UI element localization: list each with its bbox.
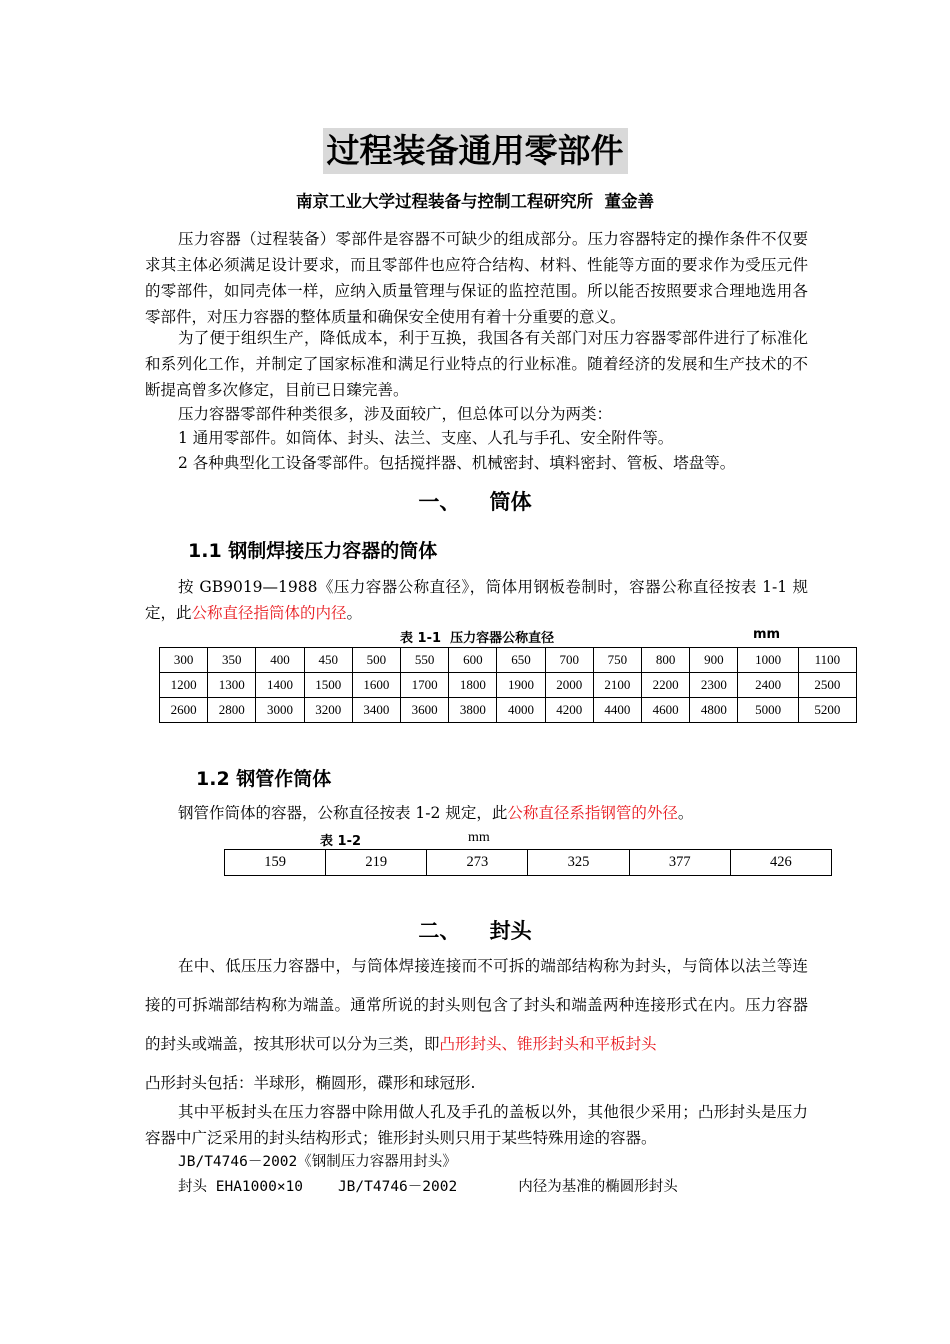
table-cell: 800 — [642, 648, 690, 673]
table-cell: 750 — [593, 648, 641, 673]
list-item-2: 2 各种典型化工设备零部件。包括搅拌器、机械密封、填料密封、管板、塔盘等。 — [178, 454, 736, 472]
table-cell: 600 — [449, 648, 497, 673]
section-heading-2: 二、 封头 — [418, 919, 532, 943]
table-cell: 700 — [545, 648, 593, 673]
table-cell: 1000 — [738, 648, 798, 673]
table-1-2-caption: 表 1-2 — [320, 834, 362, 849]
table-cell: 3200 — [304, 698, 352, 723]
table-cell: 1100 — [798, 648, 856, 673]
table-cell: 159 — [225, 850, 326, 876]
table-cell: 1500 — [304, 673, 352, 698]
table-row — [225, 850, 832, 876]
table-cell: 2600 — [160, 698, 208, 723]
table-cell: 377 — [629, 850, 730, 876]
table-cell: 1800 — [449, 673, 497, 698]
table-cell: 3800 — [449, 698, 497, 723]
table-cell: 4600 — [642, 698, 690, 723]
list-item-1: 1 通用零部件。如筒体、封头、法兰、支座、人孔与手孔、安全附件等。 — [178, 429, 674, 447]
subsection-heading-1-1: 1.1 钢制焊接压力容器的筒体 — [188, 540, 438, 562]
table-cell: 2400 — [738, 673, 798, 698]
table-cell: 5000 — [738, 698, 798, 723]
intro-paragraph-3: 压力容器零部件种类很多，涉及面较广，但总体可以分为两类： — [178, 405, 613, 423]
table-cell: 4000 — [497, 698, 545, 723]
table-1-1 — [159, 647, 857, 723]
table-cell: 273 — [427, 850, 528, 876]
author-line: 南京工业大学过程装备与控制工程研究所 董金善 — [296, 192, 654, 211]
table-cell: 4800 — [690, 698, 738, 723]
table-cell: 550 — [401, 648, 449, 673]
standard-reference: JB/T4746－2002《钢制压力容器用封头》 — [178, 1154, 457, 1170]
table-1-1-caption: 表 1-1 压力容器公称直径 — [400, 631, 555, 646]
subsection-1-1-text: 按 GB9019—1988《压力容器公称直径》，筒体用钢板卷制时，容器公称直径按表 1-1 规定，此公称直径指筒体的内径。 — [145, 578, 808, 622]
table-cell: 2100 — [593, 673, 641, 698]
table-1-1-unit: mm — [753, 627, 781, 642]
head-designation-example: 封头 EHA1000×10 JB/T4746－2002 内径为基准的椭圆形封头 — [178, 1179, 678, 1195]
table-cell: 900 — [690, 648, 738, 673]
table-cell: 3400 — [352, 698, 400, 723]
section-heading-1: 一、 筒体 — [418, 490, 532, 514]
table-cell: 1400 — [256, 673, 304, 698]
table-1-2 — [224, 849, 832, 876]
intro-paragraph-2: 为了便于组织生产，降低成本，利于互换，我国各有关部门对压力容器零部件进行了标准化和系列化工作，并制定了国家标准和满足行业特点的行业标准。随着经济的发展和生产技术的不断提高曾多次修定，目前已日臻完善。 — [145, 329, 808, 399]
intro-paragraph-1: 压力容器（过程装备）零部件是容器不可缺少的组成部分。压力容器特定的操作条件不仅要求其主体必须满足设计要求，而且零部件也应符合结构、材料、性能等方面的要求作为受压元件的零部件，如同壳体一样，应纳入质量管理与保证的监控范围。所以能否按照要求合理地选用各零部件，对压力容器的整体质量和确保安全使用有着十分重要的意义。 — [145, 230, 808, 326]
table-cell: 1200 — [160, 673, 208, 698]
document-title: 过程装备通用零部件 — [0, 128, 950, 174]
table-cell: 350 — [208, 648, 256, 673]
table-cell: 325 — [528, 850, 629, 876]
table-cell: 650 — [497, 648, 545, 673]
table-cell: 426 — [730, 850, 831, 876]
table-cell: 2800 — [208, 698, 256, 723]
table-cell: 4400 — [593, 698, 641, 723]
table-cell: 2300 — [690, 673, 738, 698]
subsection-heading-1-2: 1.2 钢管作筒体 — [196, 768, 332, 790]
table-cell: 450 — [304, 648, 352, 673]
table-cell: 500 — [352, 648, 400, 673]
table-cell: 3600 — [401, 698, 449, 723]
table-cell: 1600 — [352, 673, 400, 698]
table-1-2-unit: mm — [468, 830, 490, 845]
table-cell: 300 — [160, 648, 208, 673]
section-2-paragraph-1: 在中、低压压力容器中，与筒体焊接连接而不可拆的端部结构称为封头，与筒体以法兰等连接的可拆端部结构称为端盖。通常所说的封头则包含了封头和端盖两种连接形式在内。压力容器的封头或端盖，按其形状可以分为三类，即凸形封头、锥形封头和平板封头 凸形封头包括：半球形，椭圆形，碟形和球冠形. — [145, 957, 808, 1092]
table-row — [160, 673, 857, 698]
highlight-text: 公称直径系指钢管的外径 — [507, 804, 678, 822]
table-cell: 1900 — [497, 673, 545, 698]
table-cell: 2200 — [642, 673, 690, 698]
table-cell: 219 — [326, 850, 427, 876]
table-row — [160, 698, 857, 723]
table-cell: 5200 — [798, 698, 856, 723]
table-cell: 2500 — [798, 673, 856, 698]
section-2-paragraph-2: 其中平板封头在压力容器中除用做人孔及手孔的盖板以外，其他很少采用；凸形封头是压力容器中广泛采用的封头结构形式；锥形封头则只用于某些特殊用途的容器。 — [145, 1103, 808, 1147]
table-cell: 2000 — [545, 673, 593, 698]
highlight-text: 凸形封头、锥形封头和平板封头 — [439, 1035, 657, 1053]
table-cell: 400 — [256, 648, 304, 673]
table-cell: 3000 — [256, 698, 304, 723]
table-cell: 1700 — [401, 673, 449, 698]
table-cell: 1300 — [208, 673, 256, 698]
subsection-1-2-text: 钢管作筒体的容器，公称直径按表 1-2 规定，此公称直径系指钢管的外径。 — [178, 804, 694, 822]
table-row — [160, 648, 857, 673]
table-cell: 4200 — [545, 698, 593, 723]
highlight-text: 公称直径指筒体的内径 — [191, 604, 347, 622]
